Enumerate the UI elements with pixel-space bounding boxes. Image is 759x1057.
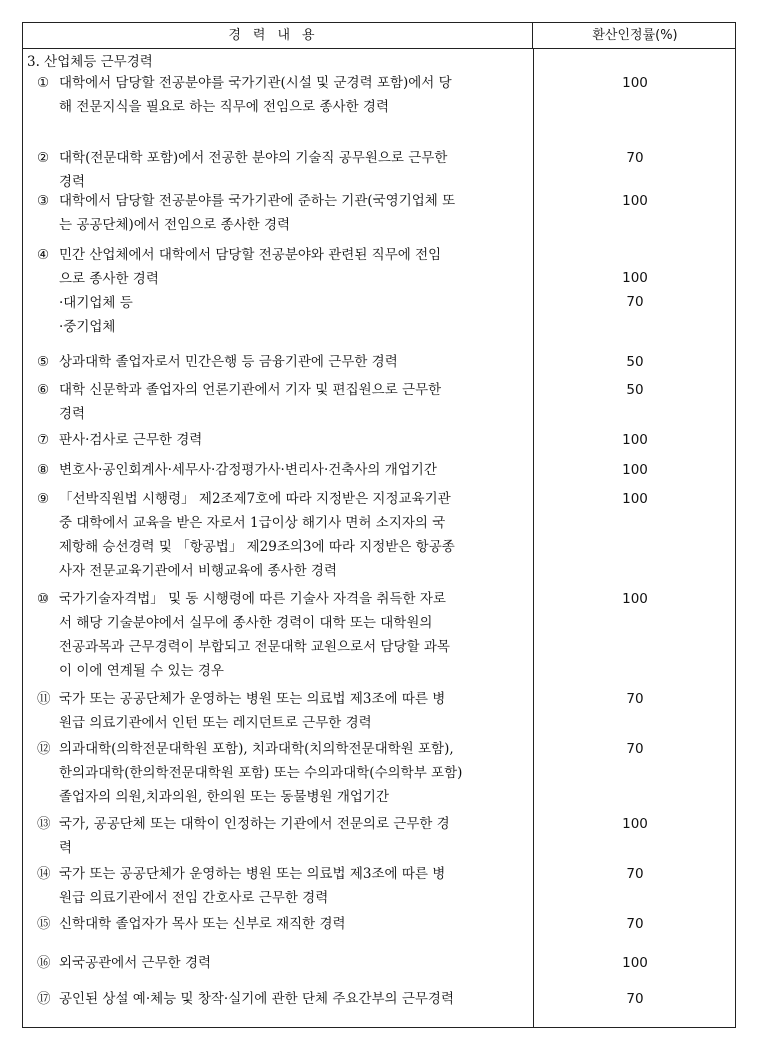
item-rate-4a: 100	[622, 270, 648, 286]
career-item-17	[37, 987, 533, 1011]
career-item-7	[37, 428, 533, 452]
item-rate-9: 100	[622, 491, 648, 507]
item-number: ④	[37, 247, 50, 263]
item-text: 변호사·공인회계사·세무사·감정평가사·변리사·건축사의 개업기간	[59, 462, 437, 478]
item-text: 대학 신문학과 졸업자의 언론기관에서 기자 및 편집원으로 근무한 경력	[59, 382, 442, 422]
item-text: 국가 또는 공공단체가 운영하는 병원 또는 의료법 제3조에 따른 병 원급 의료기관에서 인턴 또는 레지던트로 근무한 경력	[59, 691, 446, 731]
career-item-5	[37, 350, 533, 374]
career-item-6	[37, 378, 533, 426]
header-career-content: 경력내용	[23, 23, 533, 49]
item-number: ⑧	[37, 462, 50, 478]
item-rate-10: 100	[622, 591, 648, 607]
item-number: ⑨	[37, 491, 50, 507]
career-item-1	[37, 71, 533, 119]
item-number: ⑰	[37, 991, 51, 1007]
item-rate-15: 70	[626, 916, 644, 932]
career-item-2	[37, 146, 533, 194]
career-item-15	[37, 912, 533, 936]
career-item-8	[37, 458, 533, 482]
career-item-3	[37, 189, 533, 237]
item-number: ⑯	[37, 955, 51, 971]
item-number: ③	[37, 193, 50, 209]
career-item-9	[37, 487, 533, 583]
item-sub-large-enterprise: ·대기업체 등	[59, 295, 133, 311]
item-text: 의과대학(의학전문대학원 포함), 치과대학(치의학전문대학원 포함), 한의과대학(한의학전문대학원 포함) 또는 수의과대학(수의학부 포함) 졸업자의 의원,치과의원, 한의원 또는 동물병원 개업기간	[59, 741, 463, 805]
item-number: ②	[37, 150, 50, 166]
item-text: 국가기술자격법」 및 동 시행령에 따른 기술사 자격을 취득한 자로 서 해당 기술분야에서 실무에 종사한 경력이 대학 또는 대학원의 전공과목과 근무경력이 부합되고 전문대학 교원으로서 담당할 과목 이 이에 연계될 수 있는 경우	[59, 591, 450, 679]
item-number: ⑩	[37, 591, 50, 607]
item-text: 외국공관에서 근무한 경력	[59, 955, 212, 971]
table-header	[23, 23, 735, 49]
item-rate-12: 70	[626, 741, 644, 757]
career-item-16	[37, 951, 533, 975]
item-number: ⑮	[37, 916, 51, 932]
career-item-12	[37, 737, 533, 809]
item-rate-16: 100	[622, 955, 648, 971]
item-number: ⑬	[37, 816, 51, 832]
career-item-11	[37, 687, 533, 735]
item-text: 상과대학 졸업자로서 민간은행 등 금융기관에 근무한 경력	[59, 354, 398, 370]
item-rate-4b: 70	[626, 294, 644, 310]
item-number: ⑥	[37, 382, 50, 398]
item-number: ⑭	[37, 866, 51, 882]
career-item-10	[37, 587, 533, 683]
item-rate-6: 50	[626, 382, 644, 398]
header-conversion-rate: 환산인정률(%)	[592, 28, 678, 43]
item-number: ⑤	[37, 354, 50, 370]
item-rate-11: 70	[626, 691, 644, 707]
item-number: ⑦	[37, 432, 50, 448]
item-rate-8: 100	[622, 462, 648, 478]
item-sub-medium-enterprise: ·중기업체	[59, 319, 116, 335]
item-text: 국가, 공공단체 또는 대학이 인정하는 기관에서 전문의로 근무한 경 력	[59, 816, 450, 856]
item-text: 대학에서 담당할 전공분야를 국가기관에 준하는 기관(국영기업체 또 는 공공단체)에서 전임으로 종사한 경력	[59, 193, 456, 233]
item-text: 공인된 상설 예·체능 및 창작·실기에 관한 단체 주요간부의 근무경력	[59, 991, 455, 1007]
item-rate-7: 100	[622, 432, 648, 448]
item-text: 대학(전문대학 포함)에서 전공한 분야의 기술직 공무원으로 근무한 경력	[59, 150, 448, 190]
item-rate-1: 100	[622, 75, 648, 91]
item-number: ①	[37, 75, 50, 91]
item-rate-13: 100	[622, 816, 648, 832]
item-text: 대학에서 담당할 전공분야를 국가기관(시설 및 군경력 포함)에서 당 해 전문지식을 필요로 하는 직무에 전임으로 종사한 경력	[59, 75, 452, 115]
item-text: 「선박직원법 시행령」 제2조제7호에 따라 지정받은 지정교육기관 중 대학에서 교육을 받은 자로서 1급이상 해기사 면허 소지자의 국 제항해 승선경력 및 「항공법」 제29조의3에 따라 지정받은 항공종 사자 전문교육기관에서 비행교육에 종사한 경력	[59, 491, 455, 579]
item-rate-3: 100	[622, 193, 648, 209]
item-text: 신학대학 졸업자가 목사 또는 신부로 재직한 경력	[59, 916, 346, 932]
career-item-13	[37, 812, 533, 860]
career-item-14	[37, 862, 533, 910]
item-number: ⑪	[37, 691, 51, 707]
item-rate-2: 70	[626, 150, 644, 166]
item-rate-14: 70	[626, 866, 644, 882]
career-item-4	[37, 243, 533, 339]
item-rate-17: 70	[626, 991, 644, 1007]
item-rate-5: 50	[626, 354, 644, 370]
career-table	[22, 22, 736, 1028]
item-number: ⑫	[37, 741, 51, 757]
item-text: 판사·검사로 근무한 경력	[59, 432, 203, 448]
section-title: 3. 산업체등 근무경력	[27, 54, 153, 70]
item-text: 민간 산업체에서 대학에서 담당할 전공분야와 관련된 직무에 전임 으로 종사한 경력	[59, 247, 442, 287]
item-text: 국가 또는 공공단체가 운영하는 병원 또는 의료법 제3조에 따른 병 원급 의료기관에서 전임 간호사로 근무한 경력	[59, 866, 446, 906]
